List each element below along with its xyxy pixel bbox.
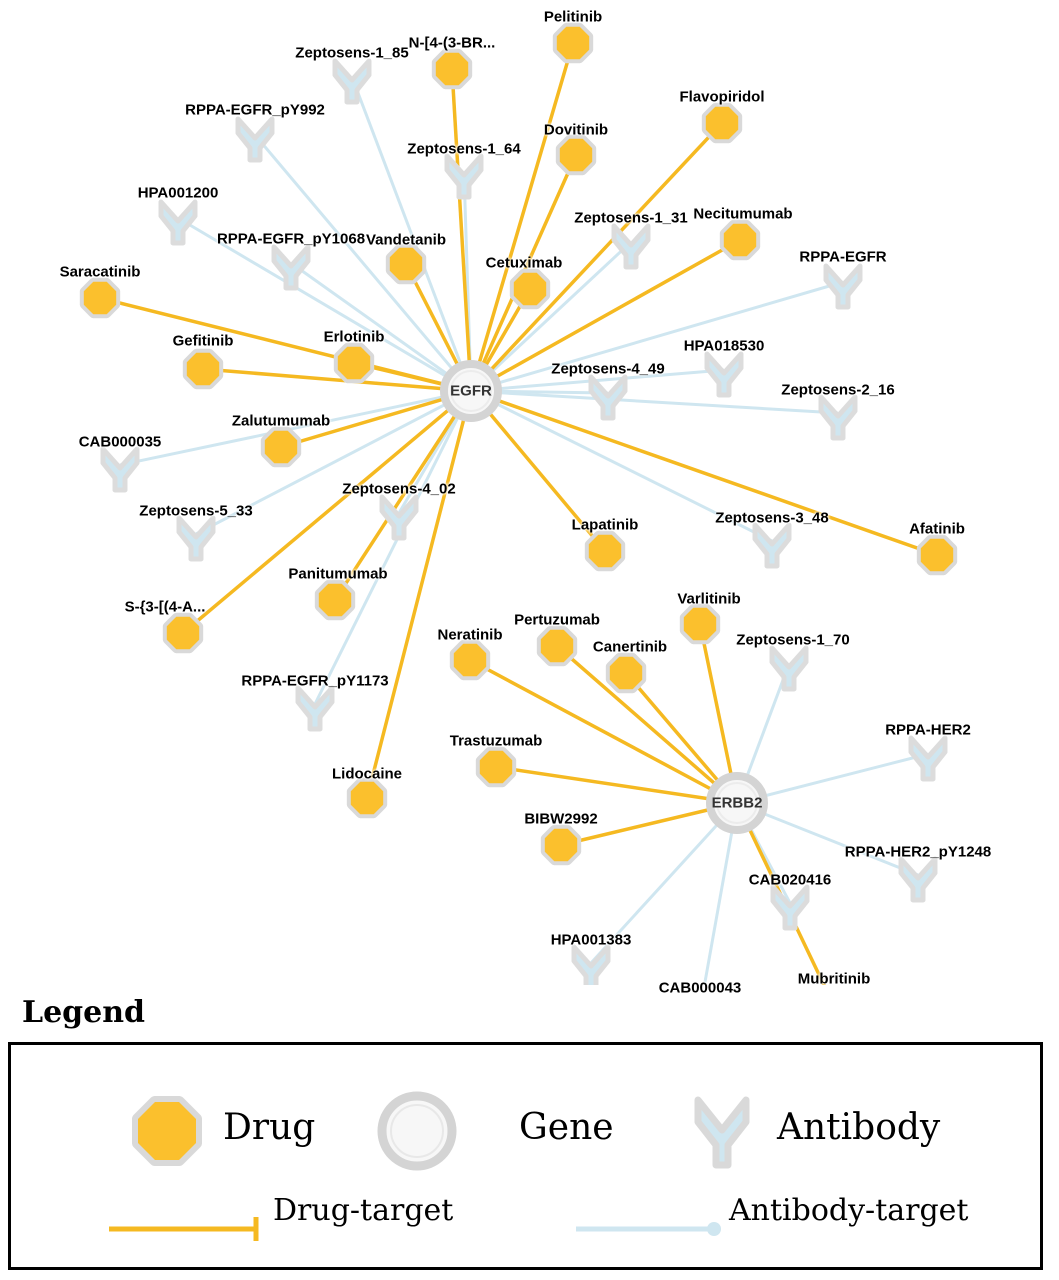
legend-box (8, 1042, 1043, 1270)
antibody-label: RPPA-HER2 (885, 721, 971, 739)
antibody-label: CAB020416 (748, 871, 832, 889)
antibody-label: RPPA-EGFR_pY992 (185, 101, 325, 119)
drug-label: Vandetanib (365, 231, 447, 249)
drug-node (436, 53, 467, 84)
antibody-label: HPA001200 (137, 184, 219, 202)
drug-label: Necitumumab (693, 205, 793, 223)
legend-antibody-edge-icon (576, 1222, 721, 1236)
drug-node (187, 353, 218, 384)
antibody-node (274, 247, 308, 288)
antibody-label: Zeptosens-1_64 (407, 140, 521, 158)
drug-label: Cetuximab (485, 254, 563, 272)
antibody-node (574, 947, 608, 985)
antibody-label: HPA018530 (683, 337, 765, 355)
drug-node (454, 644, 485, 675)
antibody-node (335, 61, 369, 102)
drug-node (167, 617, 198, 648)
antibody-label: Zeptosens-4_49 (551, 360, 665, 378)
antibody-label: Zeptosens-1_85 (295, 44, 409, 62)
antibody-node (826, 266, 860, 307)
drug-label: N-[4-(3-BR... (408, 34, 496, 52)
drug-label: Neratinib (437, 626, 503, 644)
drug-label: Panitumumab (288, 565, 388, 583)
antibody-node (103, 449, 137, 490)
antibody-node (591, 377, 625, 418)
antibody-node (298, 688, 332, 729)
drug-label: Flavopiridol (679, 88, 765, 106)
antibody-label: CAB000043 (658, 979, 742, 997)
antibody-label: RPPA-EGFR_pY1173 (241, 672, 389, 690)
drug-node (706, 107, 737, 138)
drug-node (338, 347, 369, 378)
edge-drug-target (452, 69, 471, 391)
gene-label-erbb2: ERBB2 (711, 794, 763, 812)
drug-node (265, 431, 296, 462)
drug-label: Lidocaine (331, 765, 403, 783)
drug-label: Zalutumumab (231, 412, 331, 430)
antibody-node (755, 525, 789, 566)
antibody-label: RPPA-HER2_pY1248 (844, 843, 992, 861)
legend-gene-label: Gene (519, 1107, 614, 1148)
drug-node (684, 608, 715, 639)
drug-label: Mubritinib (797, 970, 871, 988)
drug-node (390, 248, 421, 279)
antibody-node (901, 859, 935, 900)
antibody-label: Zeptosens-2_16 (781, 381, 895, 399)
legend-gene-icon (382, 1096, 452, 1166)
antibody-node (238, 119, 272, 160)
drug-label: BIBW2992 (524, 810, 598, 828)
drug-node (319, 584, 350, 615)
antibody-label: HPA001383 (550, 931, 632, 949)
drug-label: Dovitinib (543, 121, 609, 139)
drug-node (351, 782, 382, 813)
antibody-node (161, 202, 195, 243)
antibody-label: RPPA-EGFR (799, 248, 887, 266)
legend-canvas (11, 1045, 1040, 1267)
antibody-node (821, 397, 855, 438)
drug-node (557, 27, 588, 58)
legend-drug-label: Drug (223, 1107, 316, 1148)
legend-drug-icon (138, 1102, 196, 1160)
legend-antibody-icon (698, 1100, 746, 1165)
legend-drug-edge-icon (109, 1217, 256, 1241)
edge-antibody-target (315, 391, 471, 704)
drug-label: Trastuzumab (449, 732, 543, 750)
antibody-node (707, 354, 741, 395)
antibody-label: RPPA-EGFR_pY1068 (216, 230, 366, 248)
legend-drug-edge-label: Drug-target (273, 1193, 454, 1228)
antibody-node (773, 887, 807, 928)
antibody-node (614, 226, 648, 267)
legend-antibody-edge-label: Antibody-target (729, 1193, 969, 1228)
legend-antibody-label: Antibody (777, 1107, 941, 1148)
drug-node (545, 829, 576, 860)
antibody-label: Zeptosens-1_31 (574, 209, 688, 227)
antibody-label: Zeptosens-5_33 (139, 502, 253, 520)
gene-label-egfr: EGFR (450, 382, 492, 400)
drug-label: S-{3-[(4-A... (124, 598, 206, 616)
drug-label: Saracatinib (59, 263, 141, 281)
drug-node (724, 224, 755, 255)
drug-label: Pelitinib (543, 8, 603, 26)
drug-node (84, 282, 115, 313)
drug-node (480, 751, 511, 782)
antibody-node (447, 156, 481, 197)
drug-label: Pertuzumab (514, 611, 600, 629)
antibody-label: Zeptosens-3_48 (715, 509, 829, 527)
drug-label: Gefitinib (172, 332, 234, 350)
drug-node (560, 139, 591, 170)
antibody-label: CAB000035 (78, 433, 162, 451)
antibody-node (179, 518, 213, 559)
drug-node (589, 535, 620, 566)
drug-label: Canertinib (592, 638, 668, 656)
legend-title: Legend (22, 995, 146, 1030)
antibody-label: Zeptosens-1_70 (736, 631, 850, 649)
drug-node (921, 539, 952, 570)
drug-label: Varlitinib (677, 590, 741, 608)
drug-node (514, 273, 545, 304)
drug-label: Afatinib (909, 520, 965, 538)
drug-node (610, 657, 641, 688)
drug-label: Erlotinib (323, 328, 385, 346)
antibody-label: Zeptosens-4_02 (342, 480, 456, 498)
antibody-node (911, 738, 945, 779)
drug-node (541, 630, 572, 661)
antibody-node (772, 648, 806, 689)
drug-label: Lapatinib (571, 516, 639, 534)
